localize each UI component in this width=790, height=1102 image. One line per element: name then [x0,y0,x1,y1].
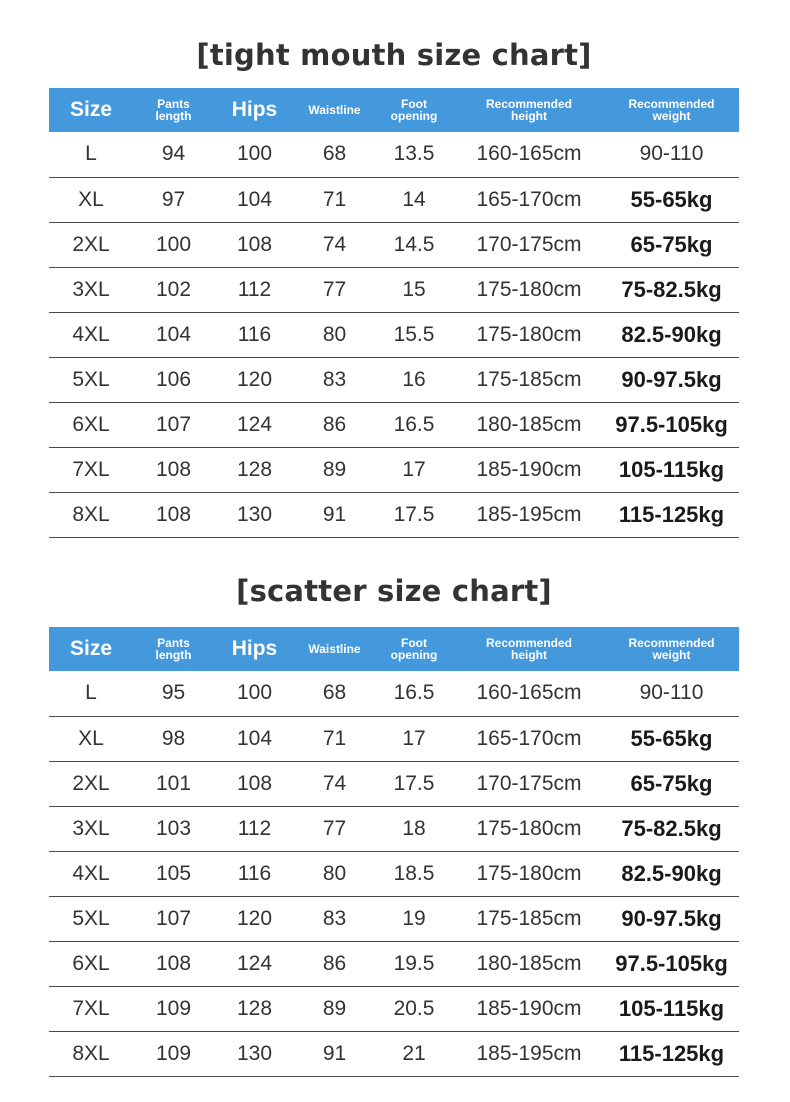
recommended-weight-cell: 90-110 [604,132,739,177]
table-header [49,627,739,671]
header-recommended-weight [604,627,739,671]
recommended-weight-cell: 65-75kg [604,222,739,267]
header-recommended-height [454,627,604,671]
header-foot-opening [374,627,454,671]
table-row [49,896,739,941]
recommended-height-cell: 185-190cm [454,986,604,1031]
hips-cell: 116 [214,312,295,357]
header-pants-length-line2: length [155,109,192,123]
size-table [49,88,739,538]
foot-opening-cell: 13.5 [374,132,454,177]
size-cell: 2XL [49,761,133,806]
pants-length-cell: 104 [133,312,214,357]
recommended-height-cell: 175-180cm [454,851,604,896]
table-row [49,671,739,716]
hips-cell: 130 [214,492,295,537]
header-hips: Hips [231,637,278,660]
header-foot-opening-line1: Foot [401,97,427,111]
waistline-cell: 86 [295,402,374,447]
table-body [49,132,739,537]
hips-cell: 104 [214,716,295,761]
size-cell: 7XL [49,447,133,492]
header-recommended-height-line2: height [511,109,547,123]
header-recommended-weight-line2: weight [652,648,691,662]
header-foot-opening-line2: opening [390,109,438,123]
pants-length-cell: 108 [133,447,214,492]
recommended-weight-cell: 75-82.5kg [604,806,739,851]
table-row [49,357,739,402]
recommended-weight-cell: 90-97.5kg [604,896,739,941]
recommended-weight-cell: 90-97.5kg [604,357,739,402]
foot-opening-cell: 18.5 [374,851,454,896]
waistline-cell: 86 [295,941,374,986]
foot-opening-cell: 15 [374,267,454,312]
header-pants-length-line1: Pants [157,636,190,650]
recommended-weight-cell: 55-65kg [604,716,739,761]
recommended-weight-cell: 97.5-105kg [604,941,739,986]
table-row [49,851,739,896]
size-cell: 8XL [49,1031,133,1076]
hips-cell: 100 [214,132,295,177]
recommended-height-cell: 170-175cm [454,222,604,267]
table-row [49,267,739,312]
size-cell: 3XL [49,806,133,851]
size-cell: 6XL [49,402,133,447]
table-row [49,177,739,222]
recommended-height-cell: 185-190cm [454,447,604,492]
waistline-cell: 71 [295,177,374,222]
recommended-weight-cell: 55-65kg [604,177,739,222]
recommended-height-cell: 180-185cm [454,941,604,986]
foot-opening-cell: 16.5 [374,671,454,716]
table-row [49,716,739,761]
table-header [49,88,739,132]
hips-cell: 112 [214,267,295,312]
recommended-weight-cell: 65-75kg [604,761,739,806]
recommended-height-cell: 175-185cm [454,357,604,402]
table-row [49,761,739,806]
header-waistline: Waistline [308,642,361,656]
recommended-weight-cell: 75-82.5kg [604,267,739,312]
table-row [49,806,739,851]
foot-opening-cell: 16 [374,357,454,402]
chart-title: [scatter size chart] [236,574,552,608]
size-cell: 5XL [49,357,133,402]
hips-cell: 128 [214,986,295,1031]
waistline-cell: 80 [295,851,374,896]
recommended-height-cell: 165-170cm [454,177,604,222]
waistline-cell: 80 [295,312,374,357]
header-waistline: Waistline [308,103,361,117]
header-pants-length [133,88,214,132]
recommended-height-cell: 175-180cm [454,806,604,851]
size-cell: 7XL [49,986,133,1031]
header-pants-length-line1: Pants [157,97,190,111]
recommended-height-cell: 185-195cm [454,1031,604,1076]
header-foot-opening-line1: Foot [401,636,427,650]
pants-length-cell: 101 [133,761,214,806]
recommended-weight-cell: 105-115kg [604,447,739,492]
foot-opening-cell: 14.5 [374,222,454,267]
foot-opening-cell: 16.5 [374,402,454,447]
hips-cell: 124 [214,402,295,447]
size-cell: XL [49,177,133,222]
size-cell: 4XL [49,851,133,896]
pants-length-cell: 109 [133,986,214,1031]
table-body [49,671,739,1076]
scatter-size-chart [49,566,739,1077]
recommended-height-cell: 170-175cm [454,761,604,806]
hips-cell: 112 [214,806,295,851]
header-recommended-weight-line2: weight [652,109,691,123]
table-row [49,986,739,1031]
table-row [49,402,739,447]
foot-opening-cell: 19 [374,896,454,941]
table-row [49,1031,739,1076]
hips-cell: 130 [214,1031,295,1076]
pants-length-cell: 107 [133,896,214,941]
waistline-cell: 77 [295,806,374,851]
recommended-weight-cell: 82.5-90kg [604,851,739,896]
header-hips: Hips [231,98,278,121]
header-recommended-height [454,88,604,132]
waistline-cell: 68 [295,671,374,716]
size-cell: 8XL [49,492,133,537]
table-row [49,312,739,357]
size-cell: 6XL [49,941,133,986]
tight-mouth-size-chart [49,30,739,538]
recommended-height-cell: 175-180cm [454,312,604,357]
recommended-height-cell: 175-180cm [454,267,604,312]
header-row [49,88,739,132]
pants-length-cell: 95 [133,671,214,716]
size-cell: L [49,132,133,177]
waistline-cell: 83 [295,357,374,402]
size-cell: 5XL [49,896,133,941]
pants-length-cell: 103 [133,806,214,851]
hips-cell: 120 [214,357,295,402]
pants-length-cell: 108 [133,492,214,537]
waistline-cell: 89 [295,447,374,492]
waistline-cell: 68 [295,132,374,177]
foot-opening-cell: 14 [374,177,454,222]
foot-opening-cell: 17 [374,447,454,492]
header-foot-opening [374,88,454,132]
foot-opening-cell: 15.5 [374,312,454,357]
hips-cell: 128 [214,447,295,492]
waistline-cell: 71 [295,716,374,761]
pants-length-cell: 106 [133,357,214,402]
header-recommended-height-line2: height [511,648,547,662]
waistline-cell: 83 [295,896,374,941]
hips-cell: 108 [214,222,295,267]
pants-length-cell: 105 [133,851,214,896]
recommended-height-cell: 160-165cm [454,132,604,177]
table-row [49,132,739,177]
header-pants-length-line2: length [155,648,192,662]
foot-opening-cell: 19.5 [374,941,454,986]
recommended-weight-cell: 105-115kg [604,986,739,1031]
waistline-cell: 89 [295,986,374,1031]
recommended-height-cell: 180-185cm [454,402,604,447]
header-pants-length [133,627,214,671]
recommended-weight-cell: 82.5-90kg [604,312,739,357]
recommended-weight-cell: 115-125kg [604,1031,739,1076]
hips-cell: 120 [214,896,295,941]
foot-opening-cell: 17.5 [374,761,454,806]
pants-length-cell: 100 [133,222,214,267]
header-size: Size [69,98,113,121]
table-row [49,941,739,986]
recommended-weight-cell: 90-110 [604,671,739,716]
pants-length-cell: 98 [133,716,214,761]
foot-opening-cell: 17.5 [374,492,454,537]
table-row [49,222,739,267]
hips-cell: 100 [214,671,295,716]
recommended-height-cell: 185-195cm [454,492,604,537]
waistline-cell: 91 [295,492,374,537]
hips-cell: 124 [214,941,295,986]
table-row [49,447,739,492]
recommended-weight-cell: 115-125kg [604,492,739,537]
pants-length-cell: 97 [133,177,214,222]
pants-length-cell: 109 [133,1031,214,1076]
foot-opening-cell: 18 [374,806,454,851]
size-table [49,627,739,1077]
header-foot-opening-line2: opening [390,648,438,662]
foot-opening-cell: 21 [374,1031,454,1076]
recommended-height-cell: 165-170cm [454,716,604,761]
size-cell: 3XL [49,267,133,312]
size-cell: L [49,671,133,716]
table-row [49,492,739,537]
pants-length-cell: 107 [133,402,214,447]
recommended-height-cell: 175-185cm [454,896,604,941]
chart-title: [tight mouth size chart] [196,38,592,72]
header-size: Size [69,637,113,660]
hips-cell: 116 [214,851,295,896]
recommended-height-cell: 160-165cm [454,671,604,716]
hips-cell: 108 [214,761,295,806]
header-recommended-weight-line1: Recommended [628,97,715,111]
header-recommended-weight [604,88,739,132]
size-cell: 2XL [49,222,133,267]
header-recommended-height-line1: Recommended [485,636,573,650]
recommended-weight-cell: 97.5-105kg [604,402,739,447]
foot-opening-cell: 17 [374,716,454,761]
pants-length-cell: 94 [133,132,214,177]
waistline-cell: 77 [295,267,374,312]
pants-length-cell: 102 [133,267,214,312]
waistline-cell: 74 [295,222,374,267]
foot-opening-cell: 20.5 [374,986,454,1031]
header-row [49,627,739,671]
header-recommended-height-line1: Recommended [485,97,573,111]
header-recommended-weight-line1: Recommended [628,636,715,650]
hips-cell: 104 [214,177,295,222]
size-cell: 4XL [49,312,133,357]
pants-length-cell: 108 [133,941,214,986]
size-cell: XL [49,716,133,761]
waistline-cell: 91 [295,1031,374,1076]
waistline-cell: 74 [295,761,374,806]
